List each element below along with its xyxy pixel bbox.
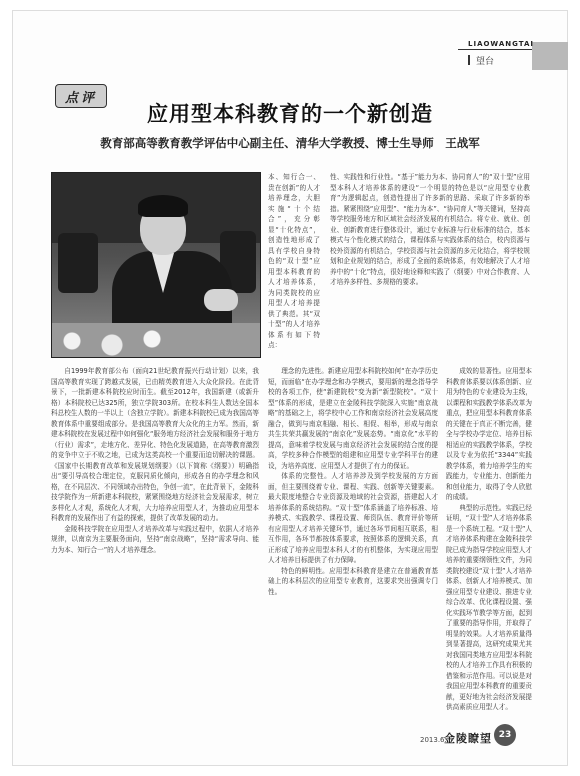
column-middle-bottom — [268, 366, 438, 720]
masthead-grey-block — [532, 42, 568, 70]
author-line: 教育部高等教育教学评估中心副主任、清华大学教授、博士生导师 王战军 — [100, 136, 480, 150]
paragraph: 金陵科技学院在应用型人才培养改革与实践过程中，依据人才培养规律，以南京为主要服务面向，坚持“南京战略”，坚持“需求导向、能力为本、知行合一”的人才培养理念。 — [51, 524, 259, 554]
paragraph: 自1999年教育部公布（面向21世纪教育振兴行动计划）以来，我国高等教育实现了跨越式发展，已由精英教育进入大众化阶段。在此背景下，一批新建本科院校应时而生。截至2012年，我国新建（或新升格）本科院校已达325所，独立学院303所。在校本科生人数达全国本科总校生人数的一半以上（含独立学院）。新建本科院校已成为我国高等教育体系中重要组成部分。是我国高等教育大众化的主力军。然而，新建本科院校在发展过程中如何强化“服务地方经济社会发展和服务于地方（行业）需求”，走地方化、差异化、特色化发展道路，在高等教育激烈的竞争中立于不败之地，已成为这类高校一个重要而迫切解决的课题。《国家中长期教育改革和发展规划纲要》（以下简称《纲要》）明确指出“要引导高校合理定位，克服同质化倾向，形成各自的办学理念和风格，在不同层次、不同领域办出特色，争创一流”，在此背景下，金陵科技学院作为一所新建本科院校，紧紧围绕地方经济社会发展需求，树立多样化人才观，系统化人才观，大力培养应用型人才，为推动应用型本科教育的发展作出了有益的探索，提供了改革发展的动力。 — [51, 367, 259, 522]
masthead-rule — [458, 49, 532, 50]
masthead-brand: LIAOWANGTAI — [468, 40, 534, 48]
column-beside-photo — [268, 172, 320, 358]
photo-hand — [204, 289, 238, 311]
paragraph: 成效的显著性。应用型本科教育体系要以体系创新、应用为特色的专业建设为主线，以课程和实践教学体系改革为重点，把应用型本科教育体系的关键在于真正不断完善，健全与学校办学定位、培养目标相适应的实践教学体系，学校以及专业为依托“3344”实践教学体系，着力培养学生的实践能力，专业能力、创新能力和创业能力，取得了令人欣慰的成绩。 — [446, 367, 532, 501]
paragraph: 体系的完整性。人才培养涉及到学校发展的方方面面，但主要围绕着专业、课程、实践、创新等关键要素。最大限度地整合专业资源及地域的社会资源，搭建起人才培养体系的系统结构。“双十型”体系涵盖了培养标准、培养模式、实践教学、课程设置、师资队伍、教育评价等所有应用型人才培养关键环节，通过各环节间相互联系，相互作用，各环节都按体系要求，按照体系的逻辑关系，真正形成了培养应用型本科人才的有机整体，为实现应用型人才培养目标提供了有力保障。 — [268, 472, 438, 564]
paragraph: 理念的先进性。新建应用型本科院校如何“在办学历史短，而面临“在办学理念和办学模式，要用新的理念指导学校的各项工作，使“新建院校”变为新“新型院校”。“双十型”体系的形成，是建立在金陵科技学院深入实施“南京战略”的基础之上，将学校中心工作和南京经济社会发展高度融合，做到与南京相融、相长、相促、相举，形成与南京共生共荣共赢发展的“南京化”发展态势。“南京化”水平的提高，意味着学校发展与南京经济社会发展的结合度的提高，学校多种合作模型的组建和应用型专业学科平台的建设，为培养高度、应用型人才提供了有力的保证。 — [268, 367, 438, 470]
photo-person-hair — [138, 195, 188, 217]
article-title: 应用型本科教育的一个新创造 — [147, 101, 433, 126]
paragraph: 典型的示范性。实践已经证明，“双十型”人才培养体系是一个系统工程。“双十型”人才培养体系构建在金陵科技学院已成为指导学校应用型人才培养的重要纲领性文件，为同类院校建设“双十型”人才培养体系、创新人才培养模式、加强应用型专业建设、推进专业综合改革、优化课程设置、强化实践环节教学等方面，起到了重要的指导作用，并取得了明显的效果。人才培养质量得到显著提高，这研究成果尤其对我国同类地方应用型本科院校的人才培养工作具有积极的借鉴和示范作用。可以说是对我国应用型本科教育的重要贡献，更好地为社会经济发展提供高素质应用型人才。 — [446, 503, 532, 711]
column-right-lower — [446, 366, 532, 720]
page-number: 23 — [494, 724, 516, 746]
footer-date: 2013.6. — [420, 736, 447, 744]
footer-magazine: 金陵瞭望 — [444, 732, 492, 745]
masthead-bar-icon — [468, 55, 470, 65]
paragraph: 特色的鲜明性。应用型本科教育是建立在普通教育基础上的本科层次的应用型专业教育，这要求突出强调专门性。 — [268, 566, 438, 596]
photo-chair — [58, 233, 98, 293]
column-left-bottom — [51, 366, 259, 720]
photo-flowers — [52, 323, 261, 358]
masthead-section-label: 望台 — [476, 56, 495, 67]
paragraph: 性、实践性和行业性。“基于”能力为本、协同育人”的“双十型”应用型本科人才培养体系的建设“一个明显的特色是以“应用型专业教育”为逻辑起点，创造性提出了许多新的思路、采取了许多新的举措。紧紧围绕“应用型”、“能力为本”、“协同育人”等关键词，坚持高等学校服务地方和区域社会经济发展的有机结合。将专业、就业、创业、创新教育进行整体设计，通过专业标准与行业标准的结合，基本模式与个性化模式的结合，课程体系与实践体系的结合，校内资源与校外资源的有机结合，学校资源与社会资源的多元化结合，将学校规划和企业规划的结合，形成了全面的系统体系，有效地解决了人才培养中的“十化”特点，很好地诠释和实践了（纲要）中对合作教育、人才培养多样性、多规格的要求。 — [330, 173, 530, 286]
portrait-photo — [51, 172, 261, 358]
paragraph: 本、知行合一、贵在创新”的人才培养理念，大胆实施“十个结合”，充分彰显“十化特点”，创造性地形成了具有学校自身特色的“双十型”应用型本科教育的人才培养体系，为同类院校的应用型人才培养提供了典范。其“双十型”的人才培养体系有如下特点： — [268, 173, 320, 349]
column-right — [330, 172, 530, 360]
column-badge: 点评 — [55, 84, 107, 108]
masthead-section — [458, 52, 532, 68]
